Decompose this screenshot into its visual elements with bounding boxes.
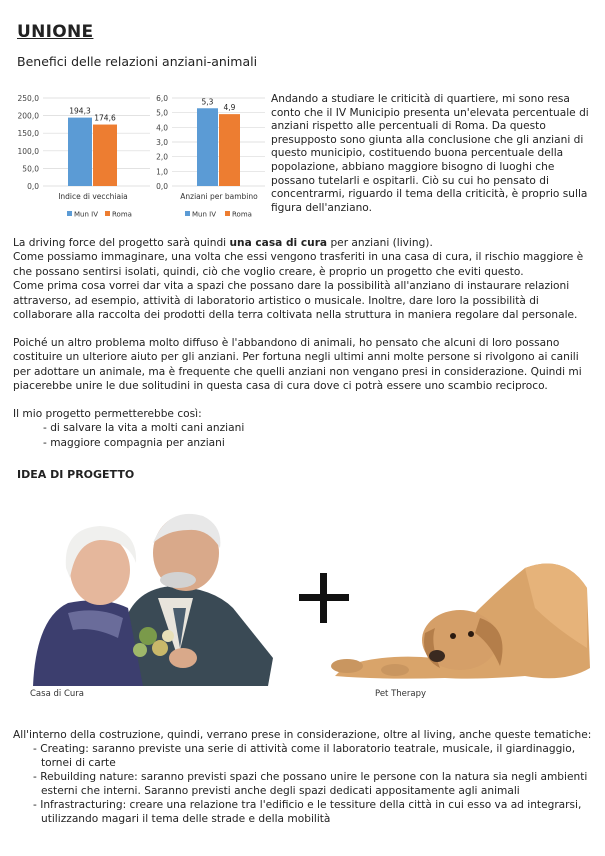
data-label: 174,6 xyxy=(94,113,116,123)
caption-casa-di-cura: Casa di Cura xyxy=(30,689,84,699)
page-subtitle: Benefici delle relazioni anziani-animali xyxy=(17,54,258,69)
bottom-section xyxy=(13,728,598,826)
data-label: 5,3 xyxy=(201,97,214,107)
tail-text: per anziani (living). xyxy=(327,237,433,249)
lead-text: La driving force del progetto sarà quindi xyxy=(13,237,230,249)
paragraph-driving-force xyxy=(13,236,593,322)
x-axis-label: Indice di vecchiaia xyxy=(58,192,128,201)
list-item: - maggiore compagnia per anziani xyxy=(43,436,313,450)
benefits-intro: Il mio progetto permetterebbe così: xyxy=(13,408,202,420)
y-tick-label: 3,0 xyxy=(156,138,168,147)
bar-roma xyxy=(219,114,240,186)
y-tick-label: 150,0 xyxy=(17,129,39,139)
caption-pet-therapy: Pet Therapy xyxy=(375,689,427,699)
page-title: UNIONE xyxy=(17,22,94,42)
elderly-couple-photo xyxy=(28,508,276,686)
y-tick-label: 200,0 xyxy=(17,111,39,121)
activities-text: Come prima cosa vorrei dar vita a spazi che possano dare la possibilità all'anziano di instaurare relazioni attraverso, ad esempio, attività di laboratorio artistico o musicale. Inoltre, dare loro la possibilità di collaborare alla raccolta dei prodotti della terra coltivata nella struttura in maniera regolare dal personale. xyxy=(13,280,578,322)
dog-photo xyxy=(325,548,593,688)
isolation-text: Come possiamo immaginare, una volta che essi vengono trasferiti in una casa di cura, il rischio maggiore è che possano sentirsi isolati, quindi, ciò che voglio creare, è proprio un progetto che eviti questo. xyxy=(13,251,584,278)
legend-swatch xyxy=(185,211,190,216)
y-tick-label: 4,0 xyxy=(156,123,168,133)
bottom-intro: All'interno della costruzione, quindi, verrano prese in considerazione, oltre al living, anche queste tematiche: xyxy=(13,729,592,741)
chart-anziani-per-bambino xyxy=(150,88,270,228)
y-tick-label: 0,0 xyxy=(156,182,168,191)
y-tick-label: 100,0 xyxy=(17,146,39,156)
intro-paragraph: Andando a studiare le criticità di quartiere, mi sono resa conto che il IV Municipio presenta un'elevata percentuale di anziani rispetto alle percentuali di Roma. Da questo presupposto sono giunta alla conclusione che gli anziani di questo municipio, costituendo buona percentuale della popolazione, abbiano maggiore bisogno di luoghi che possano tutelarli e ospitarli. Ciò su cui ho pensato di concentrarmi, riguardo il tema della criticità, è proprio sulla figura dell'anziano. xyxy=(271,93,589,214)
legend-entry: Mun IV xyxy=(192,210,216,219)
data-label: 4,9 xyxy=(223,103,236,113)
y-tick-label: 250,0 xyxy=(17,94,39,103)
list-item: - Rebuilding nature: saranno previsti spazi che possano unire le persone con la natura sia negli ambienti esterni che interni. Saranno previsti anche degli spazi dedicati appositamente agli animali xyxy=(13,770,598,798)
y-tick-label: 1,0 xyxy=(156,167,168,177)
y-tick-label: 0,0 xyxy=(27,182,39,191)
x-axis-label: Anziani per bambino xyxy=(180,192,258,201)
legend-swatch xyxy=(67,211,72,216)
bar-mun-iv xyxy=(197,108,218,186)
chart-indice-vecchiaia xyxy=(10,88,155,228)
list-item: - di salvare la vita a molti cani anziani xyxy=(43,421,313,435)
driving-force-line xyxy=(13,236,593,250)
list-item: - Infrastracturing: creare una relazione tra l'edificio e le tessiture della città in cui esso va ad integrarsi, utilizzando magari il tema delle strade e della mobilità xyxy=(13,798,598,826)
paragraph-animals: Poiché un altro problema molto diffuso è l'abbandono di animali, ho pensato che alcuni di loro possano costituire un ulteriore aiuto per gli anziani. Per fortuna negli ultimi anni molte persone si rivolgono ai canili per adottare un animale, ma è frequente che quelli anziani non vengano presi in considerazione. Quindi mi piacerebbe unire le due solitudini in questa casa di cura dove ci potrà essere uno scambio reciproco. xyxy=(13,337,582,393)
y-tick-label: 2,0 xyxy=(156,152,168,162)
idea-heading: IDEA DI PROGETTO xyxy=(17,468,135,481)
legend-swatch xyxy=(105,211,110,216)
y-tick-label: 6,0 xyxy=(156,94,168,103)
bar-mun-iv xyxy=(68,118,92,186)
legend-swatch xyxy=(225,211,230,216)
paragraph-benefits xyxy=(13,407,313,450)
bar-roma xyxy=(93,125,117,186)
legend-entry: Roma xyxy=(112,210,132,219)
y-tick-label: 5,0 xyxy=(156,108,168,118)
list-item: - Creating: saranno previste una serie di attività come il laboratorio teatrale, musicale, il giardinaggio, tornei di carte xyxy=(13,742,598,770)
bold-text: una casa di cura xyxy=(229,237,328,249)
data-label: 194,3 xyxy=(69,106,91,116)
legend-entry: Mun IV xyxy=(74,210,98,219)
y-tick-label: 50,0 xyxy=(22,164,39,174)
legend-entry: Roma xyxy=(232,210,252,219)
